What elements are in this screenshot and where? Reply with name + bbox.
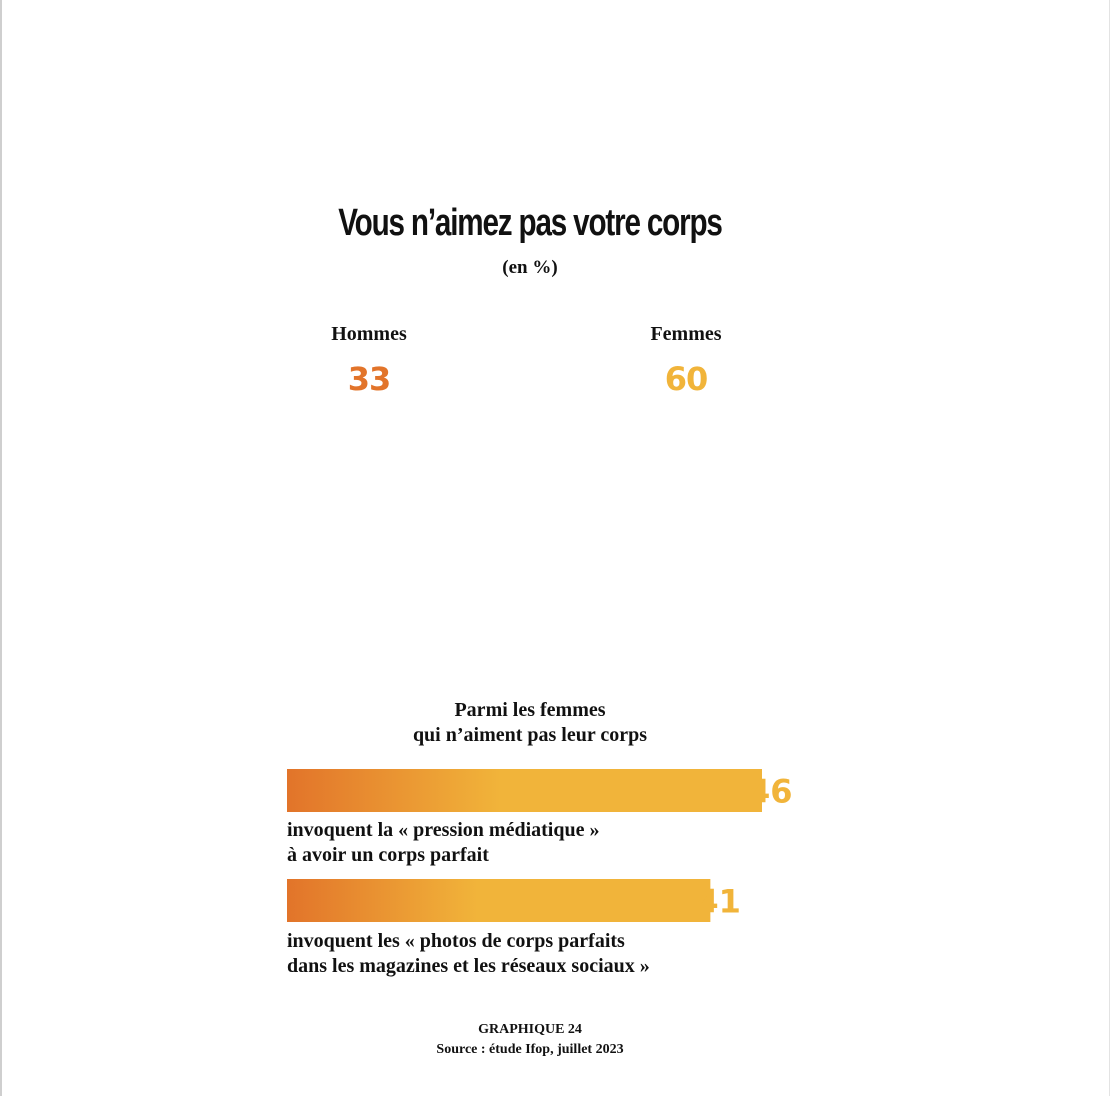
bar-value-label-2: 41 xyxy=(696,882,741,921)
section-title-line-2: qui n’aiment pas leur corps xyxy=(412,724,648,746)
bar-value-label-1: 46 xyxy=(748,772,793,811)
group-label-femmes: Femmes xyxy=(650,323,722,345)
footer xyxy=(0,1020,1060,1060)
bar-1 xyxy=(287,769,762,812)
group-value-hommes: 33 xyxy=(347,360,391,398)
bar-caption-1-line-1: invoquent la « pression médiatique » xyxy=(287,819,600,841)
graphic-label: GRAPHIQUE 24 xyxy=(478,1022,582,1037)
bar-caption-1-line-2: à avoir un corps parfait xyxy=(287,844,489,866)
source-note: Source : étude Ifop, juillet 2023 xyxy=(436,1042,624,1057)
group-label-hommes: Hommes xyxy=(331,323,407,345)
section-title-line-1: Parmi les femmes xyxy=(454,699,606,721)
bar-caption-2-line-2: dans les magazines et les réseaux sociaux » xyxy=(287,955,650,977)
bar-caption-2 xyxy=(287,929,650,979)
chart-subtitle: (en %) xyxy=(502,257,558,278)
chart-title: Vous n’aimez pas votre corps xyxy=(338,202,722,244)
bar-2 xyxy=(287,879,710,922)
bar-caption-2-line-1: invoquent les « photos de corps parfaits xyxy=(287,930,625,952)
bar-caption-1 xyxy=(287,818,599,868)
group-value-femmes: 60 xyxy=(664,360,708,398)
